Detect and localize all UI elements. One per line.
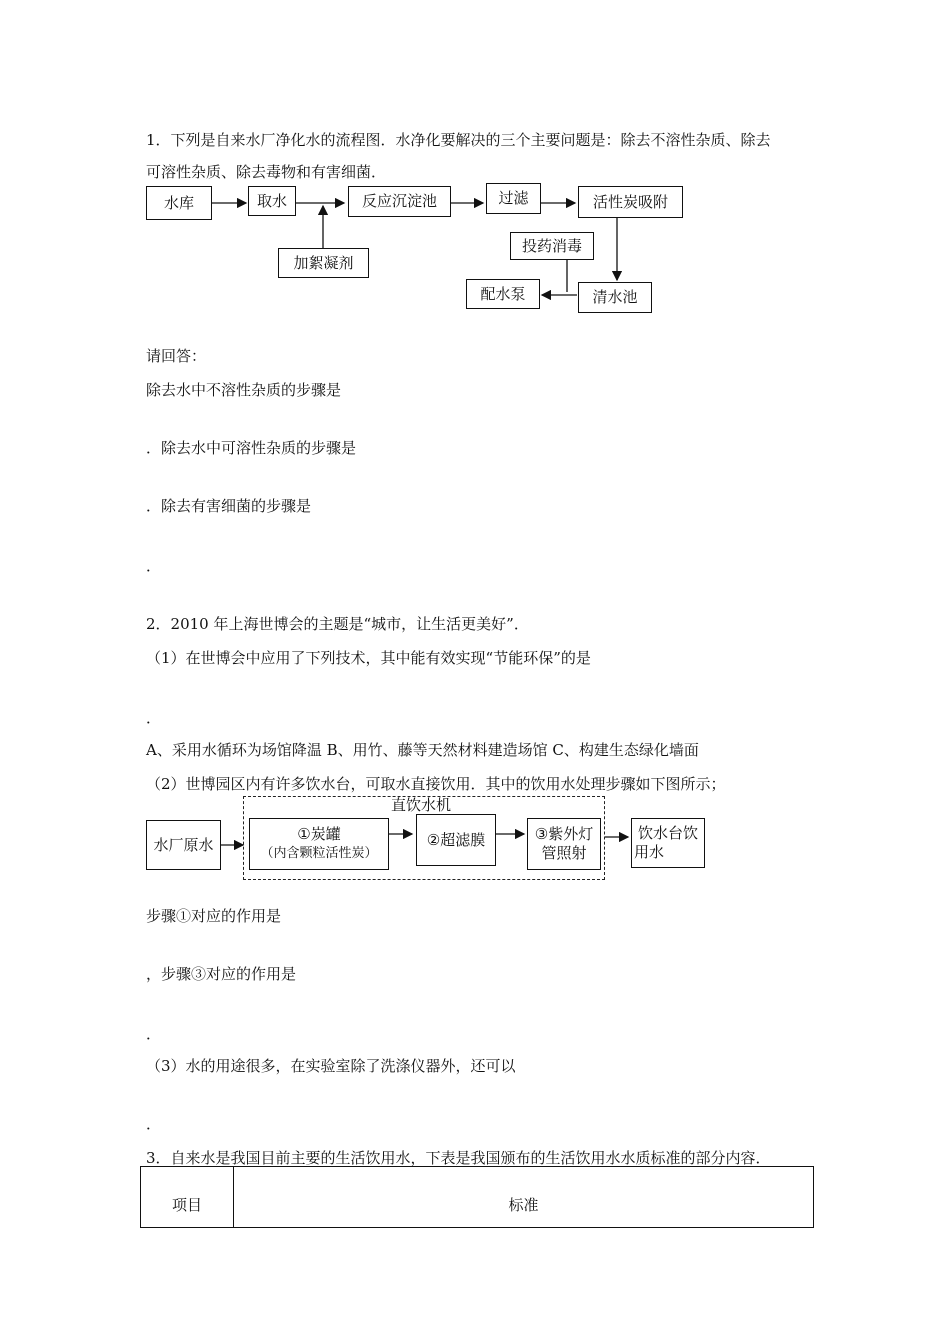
q2-sub3: （3）水的用途很多，在实验室除了洗涤仪器外，还可以	[146, 1057, 516, 1075]
q2-sub2: （2）世博园区内有许多饮水台，可取水直接饮用．其中的饮用水处理步骤如下图所示；	[146, 775, 726, 793]
q2-dot2: ．	[146, 1025, 162, 1043]
q2-sub1: （1）在世博会中应用了下列技术，其中能有效实现“节能环保”的是	[146, 649, 591, 667]
carbon-tank-note: （内含颗粒活性炭）	[260, 846, 378, 861]
uv-lamp-label-2: 管照射	[541, 844, 587, 862]
q2-ask-step1: 步骤①对应的作用是	[146, 907, 282, 925]
flow-box-disinfection: 投药消毒	[510, 232, 594, 260]
water-standard-table	[140, 1166, 814, 1228]
flow-box-clear-pool: 清水池	[578, 282, 652, 313]
q1-ask-bacteria: ．除去有害细菌的步骤是	[146, 497, 312, 515]
uv-lamp-label-1: ③紫外灯	[534, 825, 594, 843]
q2-title: 2．2010 年上海世博会的主题是“城市，让生活更美好”．	[146, 615, 529, 633]
flow-box-sedimentation: 反应沉淀池	[348, 186, 451, 217]
flow-box-raw-water: 水厂原水	[146, 820, 221, 870]
flow-box-activated-carbon: 活性炭吸附	[578, 186, 683, 218]
q1-stem-line2: 可溶性杂质、除去毒物和有害细菌．	[146, 163, 387, 181]
q1-ask-soluble: ．除去水中可溶性杂质的步骤是	[146, 439, 357, 457]
flow-box-filtration: 过滤	[486, 183, 541, 214]
machine-label: 直饮水机	[391, 796, 452, 814]
q1-end-dot: ．	[146, 557, 162, 575]
table-row	[141, 1167, 814, 1228]
q2-options: A、采用水循环为场馆降温 B、用竹、藤等天然材料建造场馆 C、构建生态绿化墙面	[146, 741, 699, 759]
q1-stem-line1: 1．下列是自来水厂净化水的流程图．水净化要解决的三个主要问题是：除去不溶性杂质、除去	[146, 131, 771, 149]
flow-box-ultrafiltration: ②超滤膜	[416, 814, 496, 866]
flow-box-drinking-water	[631, 818, 705, 868]
carbon-tank-label: ①炭罐	[297, 825, 341, 843]
table-header-item: 项目	[141, 1167, 234, 1228]
flow-box-intake: 取水	[248, 186, 296, 216]
flow-box-uv-lamp	[527, 818, 601, 870]
flow-box-reservoir: 水库	[146, 186, 212, 220]
q1-ask-insoluble: 除去水中不溶性杂质的步骤是	[146, 381, 342, 399]
drinking-water-label-2: 用水	[634, 843, 665, 861]
please-answer: 请回答：	[146, 347, 207, 365]
q3-title: 3．自来水是我国目前主要的生活饮用水，下表是我国颁布的生活饮用水水质标准的部分内容．	[146, 1149, 771, 1167]
flow-box-coagulant: 加絮凝剂	[278, 248, 369, 278]
q2-dot1: ．	[146, 709, 162, 727]
table-header-standard: 标准	[234, 1167, 814, 1228]
drinking-water-label-1: 饮水台饮	[637, 824, 698, 842]
q2-ask-step3: ，步骤③对应的作用是	[146, 965, 297, 983]
q2-dot3: ．	[146, 1115, 162, 1133]
flow-box-pump: 配水泵	[466, 279, 540, 309]
flow-box-carbon-tank	[249, 818, 389, 870]
